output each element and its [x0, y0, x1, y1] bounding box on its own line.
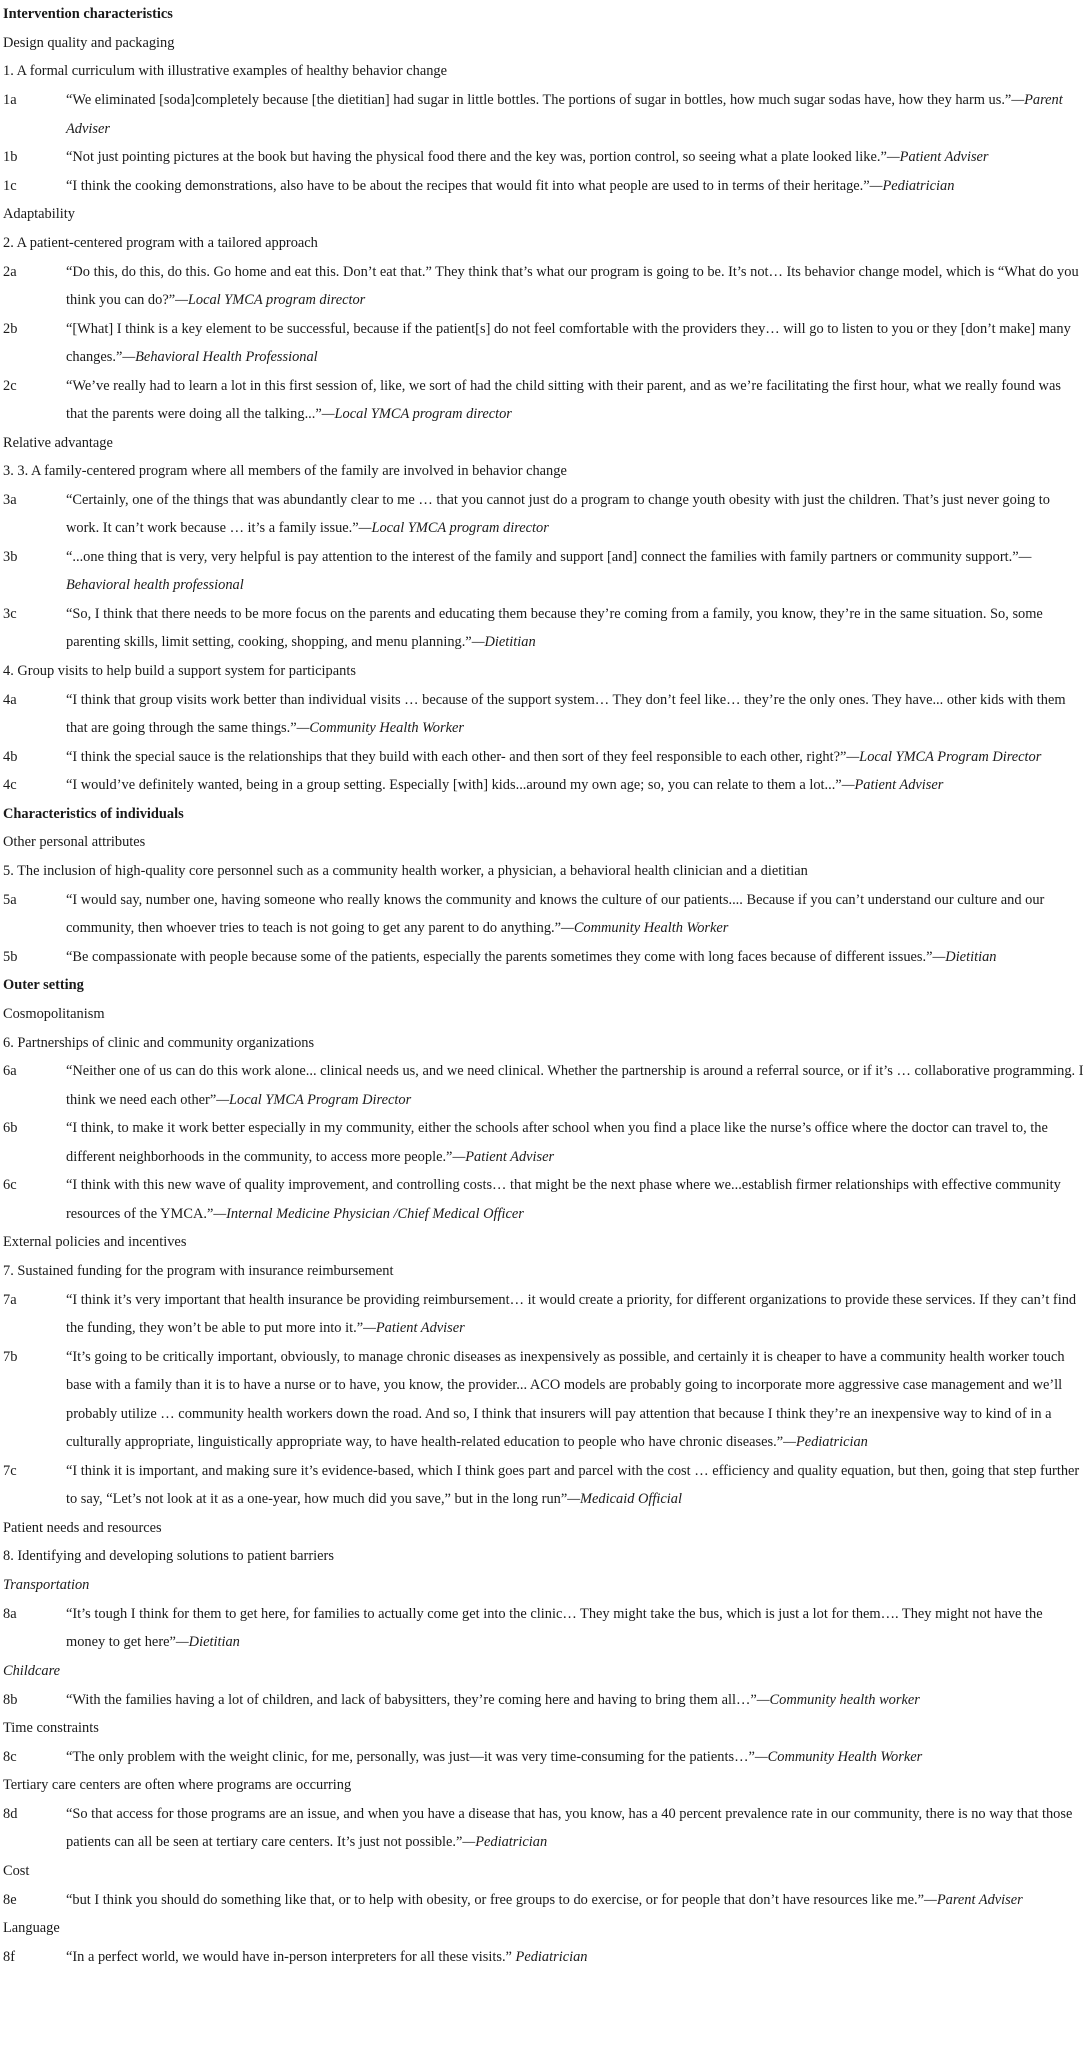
- quote-code: 8e: [3, 1891, 17, 1908]
- quote-row: [0, 686, 1089, 743]
- quote-text: “Be compassionate with people because some of the patients, especially the parents sometimes they come with long faces because of different issues.”: [66, 948, 933, 965]
- subheading: Cost: [3, 1862, 30, 1879]
- subheading: Adaptability: [3, 206, 75, 223]
- quote-source: —Parent Adviser: [66, 92, 1063, 137]
- quote-cell: [63, 943, 1089, 972]
- quote-source: —Local YMCA Program Director: [846, 748, 1042, 765]
- subheading-row: [0, 1914, 1089, 1943]
- quote-cell: [63, 1943, 1089, 1972]
- quote-text: “Neither one of us can do this work alone... clinical needs us, and we need clinical. Whether the partnership is around a referral source, or if it’s … collaborative programming. I think we need each other”: [66, 1063, 1084, 1108]
- quote-code: 8c: [3, 1748, 17, 1765]
- quote-source: —Dietitian: [471, 634, 536, 651]
- subheading: Language: [3, 1920, 60, 1937]
- quote-code: 6c: [3, 1177, 17, 1194]
- quote-text: “I think that group visits work better than individual visits … because of the support system… They don’t feel like… they’re the only ones. They have... other kids with them that are going through the same things.”: [66, 691, 1066, 737]
- quote-row: [0, 543, 1089, 600]
- quote-text: “With the families having a lot of children, and lack of babysitters, they’re coming here and having to bring them all…”: [66, 1691, 757, 1708]
- quote-code: 8d: [3, 1805, 18, 1822]
- quote-row: [0, 1600, 1089, 1657]
- quote-cell: [63, 1457, 1089, 1514]
- quote-text: “The only problem with the weight clinic, for me, personally, was just—it was very time-consuming for the patients…”: [66, 1748, 755, 1765]
- barrier-subheading: Transportation: [3, 1577, 90, 1594]
- quote-source: —Patient Adviser: [363, 1320, 465, 1337]
- quote-row: [0, 886, 1089, 943]
- quote-text: “It’s going to be critically important, obviously, to manage chronic diseases as inexpensively as possible, and certainly it is cheaper to have a community health worker touch base with a family than it is to have a nurse or to have, you know, the provider... ACO models are probably going to incorporate more aggressive case management and we’ll probably utilize … community health workers down the road. And so, I think that insurers will pay attention that because I think they’re an inexpensive way to kind of in a culturally appropriate, linguistically appropriate way, to have health-related education to people who have chronic diseases.”: [66, 1348, 1065, 1451]
- quote-cell: [63, 1686, 1089, 1715]
- quote-source: —Pediatrician: [462, 1834, 548, 1851]
- subheading-row: [0, 1228, 1089, 1257]
- quote-source: —Community Health Worker: [561, 920, 729, 937]
- theme-heading: 1. A formal curriculum with illustrative examples of healthy behavior change: [3, 63, 447, 80]
- quote-cell: [63, 86, 1089, 143]
- quote-code: 5b: [3, 948, 18, 965]
- quote-text: “We’ve really had to learn a lot in this first session of, like, we sort of had the child sitting with their parent, and as we’re facilitating the first hour, what we really found was that the parents were doing all the talking...”: [66, 377, 1061, 423]
- theme-heading: 6. Partnerships of clinic and community organizations: [3, 1034, 315, 1051]
- section-heading: Characteristics of individuals: [3, 805, 184, 822]
- quote-source: —Patient Adviser: [841, 777, 944, 794]
- theme-heading-row: [0, 1542, 1089, 1571]
- quote-code: 2a: [3, 263, 17, 280]
- theme-heading-row: [0, 57, 1089, 86]
- quote-source: —Patient Adviser: [886, 149, 989, 166]
- quote-cell: [63, 686, 1089, 743]
- quote-code: 2c: [3, 377, 17, 394]
- quote-cell: [63, 600, 1089, 657]
- quote-text: “I would say, number one, having someone who really knows the community and knows the culture of our patients.... Because if you can’t understand our culture and our community, then whoever tries to teach is not going to get any parent to do anything.”: [66, 891, 1045, 937]
- quote-cell: [63, 486, 1089, 543]
- quote-source: —Behavioral Health Professional: [122, 349, 318, 366]
- theme-heading-row: [0, 457, 1089, 486]
- subheading-row: [0, 1771, 1089, 1800]
- quote-row: [0, 1286, 1089, 1343]
- quote-row: [0, 771, 1089, 800]
- quote-cell: [63, 1886, 1089, 1915]
- quote-text: “I would’ve definitely wanted, being in a group setting. Especially [with] kids...around my own age; so, you can relate to them a lot...”: [66, 777, 842, 794]
- theme-heading: 7. Sustained funding for the program with insurance reimbursement: [3, 1263, 394, 1280]
- quote-cell: [63, 1800, 1089, 1857]
- subheading: Tertiary care centers are often where programs are occurring: [3, 1777, 352, 1794]
- theme-heading-row: [0, 1029, 1089, 1058]
- quote-cell: [63, 543, 1089, 600]
- theme-heading: 3. 3. A family-centered program where all members of the family are involved in behavior change: [3, 463, 567, 480]
- subheading: Relative advantage: [3, 434, 113, 451]
- quote-cell: [63, 315, 1089, 372]
- quote-code: 1b: [3, 149, 18, 166]
- section-heading: Intervention characteristics: [3, 6, 173, 22]
- quote-row: [0, 86, 1089, 143]
- quote-row: [0, 1886, 1089, 1915]
- quote-code: 5a: [3, 891, 17, 908]
- quote-code: 3c: [3, 605, 17, 622]
- quote-row: [0, 1943, 1089, 1972]
- quote-code: 7c: [3, 1462, 17, 1479]
- quote-cell: [63, 1600, 1089, 1657]
- section-heading: Outer setting: [3, 977, 84, 994]
- quote-code: 3a: [3, 491, 17, 508]
- quote-row: [0, 1743, 1089, 1772]
- quote-code: 7b: [3, 1348, 18, 1365]
- quote-source: —Community Health Worker: [296, 720, 464, 737]
- quote-cell: [63, 771, 1089, 800]
- quote-text: “So, I think that there needs to be more focus on the parents and educating them because they’re coming from a family, you know, they’re in the same situation. So, some parenting skills, limit setting, cooking, shopping, and menu planning.”: [66, 605, 1043, 651]
- quote-row: [0, 143, 1089, 172]
- quote-code: 4c: [3, 777, 17, 794]
- quote-code: 4b: [3, 748, 18, 765]
- barrier-subheading-row: [0, 1571, 1089, 1600]
- theme-heading: 8. Identifying and developing solutions to patient barriers: [3, 1548, 334, 1565]
- quote-row: [0, 1114, 1089, 1171]
- quote-cell: [63, 886, 1089, 943]
- quote-code: 6b: [3, 1120, 18, 1137]
- quote-cell: [63, 372, 1089, 429]
- quote-text: “Not just pointing pictures at the book but having the physical food there and the key was, portion control, so seeing what a plate looked like.”: [66, 149, 887, 166]
- quote-text: “I think it is important, and making sure it’s evidence-based, which I think goes part and parcel with the cost … efficiency and quality equation, but then, going that step further to say, “Let’s not look at it as a one-year, how much did you save,” but in the long run”: [66, 1462, 1080, 1508]
- theme-heading-row: [0, 657, 1089, 686]
- theme-heading: 4. Group visits to help build a support system for participants: [3, 662, 356, 679]
- theme-heading: 2. A patient-centered program with a tailored approach: [3, 234, 318, 251]
- subheading: Cosmopolitanism: [3, 1005, 105, 1022]
- subheading: Design quality and packaging: [3, 34, 175, 51]
- quote-code: 6a: [3, 1063, 17, 1080]
- quote-cell: [63, 743, 1089, 772]
- quote-row: [0, 1800, 1089, 1857]
- quote-text: “So that access for those programs are an issue, and when you have a disease that has, you know, has a 40 percent prevalence rate in our community, there is no way that those patients can all be seen at tertiary care centers. It’s just not possible.”: [66, 1805, 1073, 1851]
- quote-cell: [63, 1114, 1089, 1171]
- quote-row: [0, 743, 1089, 772]
- section-heading-row: [0, 971, 1089, 1000]
- quote-source: —Parent Adviser: [924, 1891, 1023, 1908]
- quote-source: —Local YMCA program director: [175, 292, 366, 309]
- quote-text: “It’s tough I think for them to get here, for families to actually come get into the clinic… They might take the bus, which is just a lot for them…. They might not have the money to get here”: [66, 1605, 1043, 1651]
- quote-source: —Patient Adviser: [452, 1148, 555, 1165]
- quote-source: —Local YMCA program director: [321, 406, 512, 423]
- quote-source: Pediatrician: [511, 1948, 588, 1965]
- theme-heading-row: [0, 857, 1089, 886]
- quote-source: —Local YMCA Program Director: [216, 1091, 412, 1108]
- quote-cell: [63, 172, 1089, 201]
- quote-cell: [63, 1286, 1089, 1343]
- quote-source: —Local YMCA program director: [358, 520, 549, 537]
- quote-source: —Community health worker: [756, 1691, 920, 1708]
- quote-code: 2b: [3, 320, 18, 337]
- quote-text: “but I think you should do something like that, or to help with obesity, or free groups to do exercise, or for people that don’t have resources like me.”: [66, 1891, 925, 1908]
- subheading-row: [0, 1857, 1089, 1886]
- quote-code: 8f: [3, 1948, 15, 1965]
- section-heading-row: [0, 800, 1089, 829]
- quote-row: [0, 1343, 1089, 1457]
- quote-code: 1a: [3, 92, 17, 109]
- subheading-row: [0, 429, 1089, 458]
- subheading-row: [0, 29, 1089, 58]
- quote-row: [0, 943, 1089, 972]
- quote-text: “Do this, do this, do this. Go home and eat this. Don’t eat that.” They think that’s what our program is going to be. It’s not… Its behavior change model, which is “What do you think you can do?”: [66, 263, 1079, 309]
- quote-text: “Certainly, one of the things that was abundantly clear to me … that you cannot just do a program to change youth obesity with just the children. That’s just never going to work. It can’t work because … it’s a family issue.”: [66, 491, 1050, 537]
- quote-code: 3b: [3, 548, 18, 565]
- quote-cell: [63, 1343, 1089, 1457]
- quote-source: —Community Health Worker: [754, 1748, 923, 1765]
- quote-row: [0, 258, 1089, 315]
- barrier-subheading: Childcare: [3, 1662, 61, 1679]
- quote-text: “I think it’s very important that health insurance be providing reimbursement… it would create a priority, for different organizations to provide these services. If they can’t find the funding, they won’t be able to put more into it.”: [66, 1291, 1077, 1337]
- quote-text: “I think the cooking demonstrations, also have to be about the recipes that would fit into what people are used to in terms of their heritage.”: [66, 177, 870, 194]
- quote-source: —Internal Medicine Physician /Chief Medical Officer: [213, 1205, 524, 1222]
- quote-text: “In a perfect world, we would have in-person interpreters for all these visits.”: [66, 1948, 512, 1965]
- quote-text: “We eliminated [soda]completely because [the dietitian] had sugar in little bottles. The portions of sugar in bottles, how much sugar sodas have, how they harm us.”: [66, 92, 1012, 109]
- quote-row: [0, 600, 1089, 657]
- quote-source: —Dietitian: [932, 948, 997, 965]
- quote-code: 7a: [3, 1291, 17, 1308]
- quote-cell: [63, 143, 1089, 172]
- quote-text: “I think, to make it work better especially in my community, either the schools after school when you find a place like the nurse’s office where the doctor can travel to, the different neighborhoods in the community, to access more people.”: [66, 1120, 1048, 1165]
- subheading: Other personal attributes: [3, 834, 146, 851]
- quote-row: [0, 1171, 1089, 1228]
- subheading: Patient needs and resources: [3, 1519, 162, 1536]
- quote-row: [0, 1686, 1089, 1715]
- subheading-row: [0, 828, 1089, 857]
- quote-source: —Medicaid Official: [567, 1491, 682, 1508]
- quote-row: [0, 372, 1089, 429]
- quote-row: [0, 1057, 1089, 1114]
- quote-cell: [63, 258, 1089, 315]
- quote-source: —Dietitian: [175, 1634, 240, 1651]
- quote-text: “I think the special sauce is the relationships that they build with each other- and then sort of they feel responsible to each other, right?”: [66, 748, 847, 765]
- quote-source: —Pediatrician: [783, 1434, 868, 1451]
- quote-code: 8b: [3, 1691, 18, 1708]
- quote-row: [0, 486, 1089, 543]
- barrier-subheading-row: [0, 1657, 1089, 1686]
- subheading-row: [0, 1514, 1089, 1543]
- quote-source: —Behavioral health professional: [66, 548, 1032, 594]
- quote-cell: [63, 1743, 1089, 1772]
- quote-text: “I think with this new wave of quality improvement, and controlling costs… that might be the next phase where we...establish firmer relationships with effective community resources of the YMCA.”: [66, 1177, 1061, 1222]
- subheading-row: [0, 1000, 1089, 1029]
- subheading: Time constraints: [3, 1720, 99, 1737]
- quote-code: 8a: [3, 1605, 17, 1622]
- quote-row: [0, 1457, 1089, 1514]
- quote-text: “[What] I think is a key element to be successful, because if the patient[s] do not feel comfortable with the providers they… will go to listen to you or they [don’t make] many changes.”: [66, 320, 1071, 366]
- subheading-row: [0, 200, 1089, 229]
- quote-row: [0, 315, 1089, 372]
- theme-heading-row: [0, 1257, 1089, 1286]
- quote-code: 1c: [3, 177, 17, 194]
- subheading: External policies and incentives: [3, 1234, 187, 1251]
- quote-cell: [63, 1057, 1089, 1114]
- subheading-row: [0, 1714, 1089, 1743]
- theme-heading: 5. The inclusion of high-quality core personnel such as a community health worker, a physician, a behavioral health clinician and a dietitian: [3, 863, 808, 880]
- quote-cell: [63, 1171, 1089, 1228]
- section-heading-row: [0, 0, 1089, 29]
- quote-source: —Pediatrician: [869, 177, 955, 194]
- theme-heading-row: [0, 229, 1089, 258]
- quote-row: [0, 172, 1089, 201]
- quote-code: 4a: [3, 691, 17, 708]
- quote-text: “...one thing that is very, very helpful is pay attention to the interest of the family and support [and] connect the families with family partners or community support.”: [66, 548, 1019, 565]
